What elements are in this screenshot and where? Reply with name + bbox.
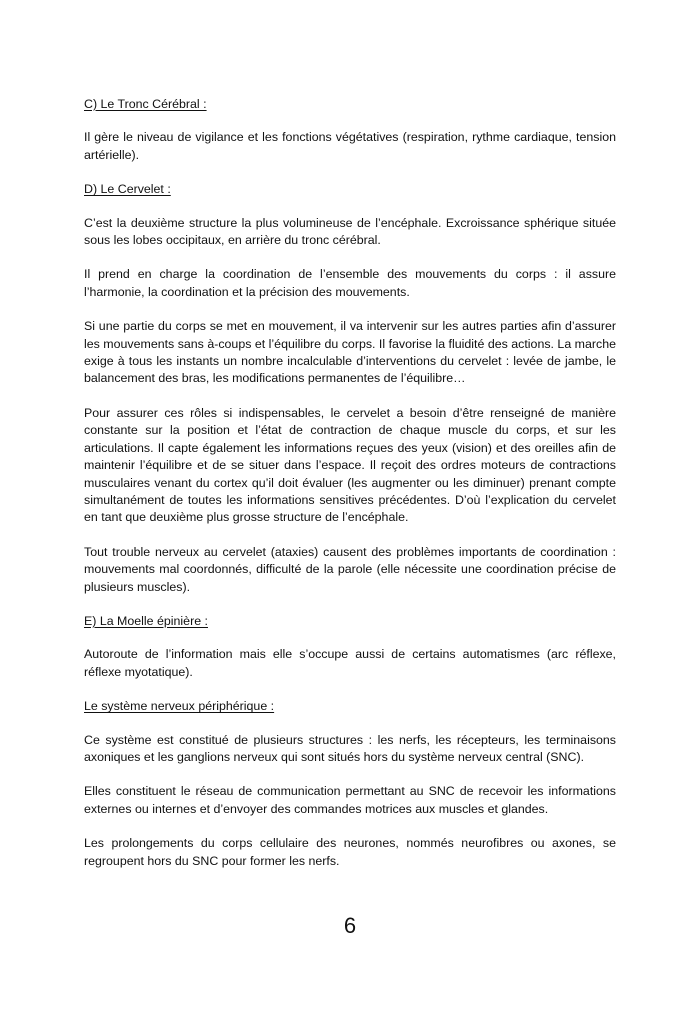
- document-page: [84, 96, 616, 887]
- section-heading: E) La Moelle épinière :: [84, 613, 208, 628]
- section-tronc-cerebral: [84, 96, 616, 164]
- section-moelle-epiniere: [84, 613, 616, 681]
- section-heading: C) Le Tronc Cérébral :: [84, 97, 207, 111]
- page-number: 6: [343, 913, 357, 938]
- section-heading: Le système nerveux périphérique :: [84, 699, 275, 714]
- paragraph: Ce système est constitué de plusieurs structures : les nerfs, les récepteurs, les terminaisons axoniques et les ganglions nerveux qui sont situés hors du système nerveux central (SNC).: [84, 732, 616, 764]
- section-cervelet: [84, 181, 616, 596]
- paragraph: Tout trouble nerveux au cervelet (ataxies) causent des problèmes importants de coordination : mouvements mal coordonnés, difficulté de la parole (elle nécessite une coordination précise de plusieurs muscles).: [84, 544, 616, 594]
- paragraph: Il gère le niveau de vigilance et les fonctions végétatives (respiration, rythme cardiaque, tension artérielle).: [84, 130, 616, 162]
- section-systeme-nerveux-peripherique: [84, 698, 616, 870]
- paragraph: Autoroute de l’information mais elle s’occupe aussi de certains automatismes (arc réflexe, réflexe myotatique).: [84, 647, 616, 679]
- paragraph: Si une partie du corps se met en mouvement, il va intervenir sur les autres parties afin d’assurer les mouvements sans à-coups et l’équilibre du corps. Il favorise la fluidité des actions. La marche exige à tous les instants un nombre incalculable d’interventions du cervelet : levée de jambe, le balancement des bras, les modifications permanentes de l’équilibre…: [84, 319, 616, 386]
- paragraph: Elles constituent le réseau de communication permettant au SNC de recevoir les informations externes ou internes et d’envoyer des commandes motrices aux muscles et glandes.: [84, 784, 616, 816]
- paragraph: C’est la deuxième structure la plus volumineuse de l’encéphale. Excroissance sphérique située sous les lobes occipitaux, en arrière du tronc cérébral.: [84, 215, 616, 248]
- paragraph: Pour assurer ces rôles si indispensables, le cervelet a besoin d’être renseigné de manière constante sur la position et l’état de contraction de chaque muscle du corps, et sur les articulations. Il capte également les informations reçues des yeux (vision) et des oreilles afin de maintenir l’équilibre et de se situer dans l’espace. Il reçoit des ordres moteurs de contractions musculaires venant du cortex qu’il doit évaluer (les augmenter ou les diminuer) prenant compte simultanément de toutes les informations sensitives précédentes. D’où l’explication du cervelet en tant que deuxième plus grosse structure de l’encéphale.: [84, 405, 616, 525]
- paragraph: Il prend en charge la coordination de l’ensemble des mouvements du corps : il assure l’harmonie, la coordination et la précision des mouvements.: [84, 267, 616, 299]
- section-heading: D) Le Cervelet :: [84, 182, 171, 197]
- paragraph: Les prolongements du corps cellulaire des neurones, nommés neurofibres ou axones, se regroupent hors du SNC pour former les nerfs.: [84, 836, 616, 868]
